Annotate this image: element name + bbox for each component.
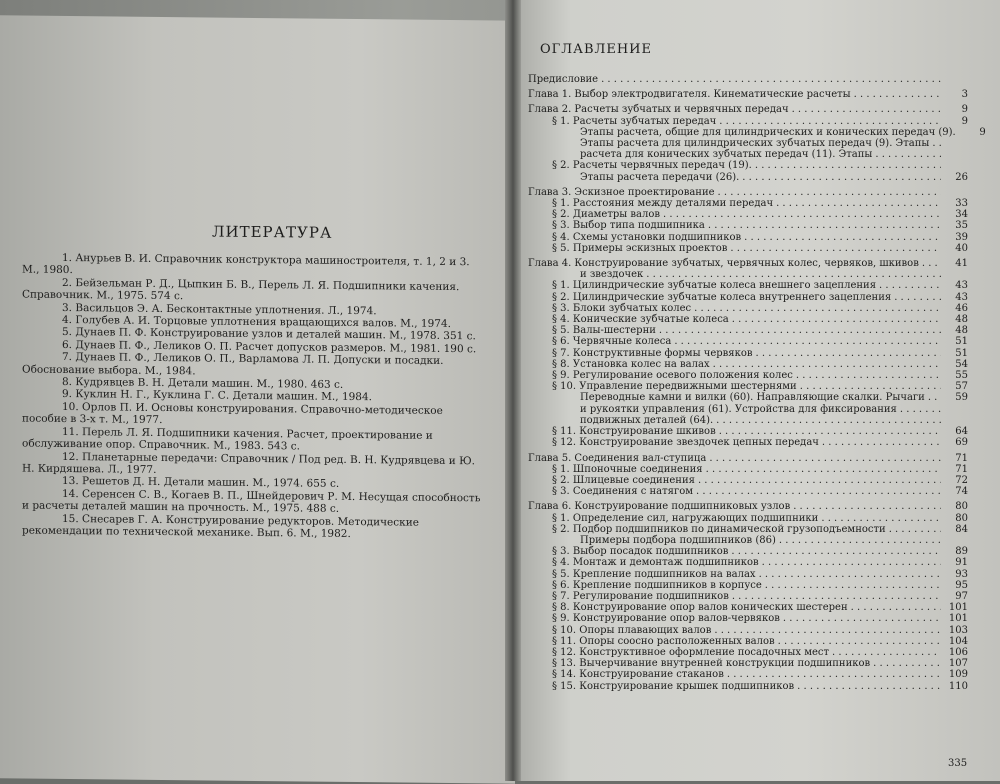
toc-entry-text: § 9. Регулирование осевого положения колес [552,370,793,382]
toc-leader-dots [718,187,941,198]
toc-page-number: 9 [961,104,968,116]
toc-entry-text: Предисловие [528,74,599,85]
toc-entry-text: Глава 1. Выбор электродвигателя. Кинематические расчеты [528,89,851,101]
toc-page-number: 104 [948,635,968,647]
toc-page-number: 46 [955,302,968,314]
toc-section-row [528,669,968,680]
toc-entry-text: § 2. Подбор подшипников по динамической грузоподъемности [552,523,886,535]
toc-section-row [528,557,968,568]
toc-leader-dots [873,658,941,669]
toc-entry-text: Глава 3. Эскизное проектирование [528,186,715,198]
toc-entry-text: Этапы расчета для цилиндрических зубчатых передач (9). Этапы [580,138,930,150]
toc-chapter-row [528,501,968,512]
toc-leader-dots [716,415,941,426]
toc-entry-text: § 1. Расчеты зубчатых передач [552,115,717,127]
toc-section-row [528,243,968,254]
toc-page-number: 101 [948,602,968,614]
toc-entry-text: § 7. Регулирование подшипников [552,590,729,602]
toc-entry-text: § 4. Схемы установки подшипников [552,231,742,243]
literature-item: 11. Перель Л. Я. Подшипники качения. Расчет, проектирование и обслуживание опор. Справочник. М., 1983. 543 с. [22,425,433,453]
toc-entry-text: § 11. Конструирование шкивов [552,426,716,438]
left-page [0,15,515,783]
toc-leader-dots [922,258,941,269]
toc-page-number: 9 [961,115,968,127]
toc-page-number: 71 [955,463,968,475]
toc-entry-text: § 11. Опоры соосно расположенных валов [552,635,775,647]
toc-page-number: 9 [979,126,986,138]
toc-subentry-row [528,172,968,183]
toc-entry-text: § 15. Конструирование крышек подшипников [552,680,795,692]
toc-page-number: 54 [955,358,968,370]
toc-section-row [528,475,968,486]
toc-section-row [528,524,968,535]
toc-leader-dots [696,486,941,497]
toc-page-number: 57 [955,381,968,393]
toc-entry-text: § 10. Управление передвижными шестернями [552,381,797,393]
toc-leader-dots [932,138,941,149]
toc-page-number: 39 [955,231,968,243]
toc-entry-text: Глава 5. Соединения вал-ступица [528,452,707,464]
toc-leader-dots [821,513,941,524]
toc-leader-dots [793,501,941,512]
toc-leader-dots [674,336,941,347]
toc-entry-text: Переводные камни и вилки (60). Направляющие скалки. Рычаги [580,392,925,404]
toc-entry-text: § 1. Расстояния между деталями передач [552,198,774,210]
book-gutter [505,0,521,781]
toc-leader-dots [854,89,941,100]
toc-entry-text: § 1. Шпоночные соединения [552,463,703,475]
toc-page-number: 80 [955,501,968,513]
toc-leader-dots [765,580,941,591]
toc-page-number: 95 [955,579,968,591]
toc-entry-text: § 13. Вычерчивание внутренней конструкции подшипников [552,658,871,670]
literature-item: 7. Дунаев П. Ф., Леликов О. П., Варламова Л. П. Допуски и посадки. Обоснование выбора. М., 1984. [22,351,444,378]
table-of-contents [528,70,986,692]
toc-entry-text: и звездочек [580,269,644,281]
toc-entry-text: § 2. Диаметры валов [552,209,661,221]
toc-entry-text: § 6. Червячные колеса [552,336,672,348]
toc-page-number: 35 [955,220,968,232]
toc-page-number: 51 [955,347,968,359]
toc-entry-text: § 6. Крепление подшипников в корпусе [552,579,762,591]
toc-entry-text: § 1. Цилиндрические зубчатые колеса внешнего зацепления [552,280,877,292]
toc-page-number: 84 [955,523,968,535]
toc-entry-text: подвижных деталей (64). [580,414,714,426]
toc-leader-dots [800,381,941,392]
literature-item: 13. Решетов Д. Н. Детали машин. М., 1974. 655 с. [62,475,340,491]
toc-section-row [528,209,968,220]
literature-item: 14. Серенсен С. В., Когаев В. П., Шнейдерович Р. М. Несущая способность и расчеты деталей машин на прочность. М., 1975. 488 с. [22,487,481,515]
toc-leader-dots [713,359,941,370]
literature-list [22,252,482,542]
toc-page-number: 59 [955,392,968,404]
toc-chapter-row [528,104,968,115]
toc-leader-dots [762,557,941,568]
toc-leader-dots [659,325,941,336]
toc-section-row [528,658,968,669]
toc-entry-text: § 7. Конструктивные формы червяков [552,347,753,359]
toc-section-row [528,613,968,624]
literature-item: 1. Анурьев В. И. Справочник конструктора машиностроителя, т. 1, 2 и 3. М., 1980. [22,251,470,277]
toc-section-row [528,647,968,658]
toc-entry-text: § 2. Шлицевые соединения [552,474,695,486]
toc-leader-dots [797,681,941,692]
toc-entry-text: § 5. Примеры эскизных проектов [552,242,728,254]
toc-page-number: 64 [955,426,968,438]
toc-section-row [528,116,968,127]
toc-section-row [528,160,968,171]
toc-chapter-row [528,89,968,100]
literature-item: 3. Васильцов Э. А. Бесконтактные уплотнения. Л., 1974. [62,301,377,317]
toc-entry-text: § 3. Соединения с натягом [552,486,693,498]
toc-leader-dots [719,426,941,437]
toc-leader-dots [875,149,941,160]
toc-page-number: 101 [948,613,968,625]
toc-section-row [528,486,968,497]
toc-entry-text: § 4. Конические зубчатые колеса [552,314,729,326]
toc-leader-dots [727,669,941,680]
toc-subentry-row [528,149,968,160]
toc-leader-dots [851,602,941,613]
toc-leader-dots [742,172,941,183]
toc-subentry-row [528,415,968,426]
toc-entry-text: Глава 4. Конструирование зубчатых, червячных колес, червяков, шкивов [528,258,919,270]
toc-page-number: 103 [948,624,968,636]
toc-entry-text: § 3. Блоки зубчатых колес [552,302,692,314]
toc-leader-dots [730,243,941,254]
page-number: 335 [948,758,968,769]
toc-entry-text: Глава 6. Конструирование подшипниковых узлов [528,501,791,513]
toc-section-row [528,348,968,359]
toc-page-number: 43 [955,291,968,303]
toc-leader-dots [755,160,941,171]
toc-leader-dots [928,392,941,403]
literature-item: 10. Орлов П. И. Основы конструирования. Справочно-методическое пособие в 3-х т. М., 1977. [22,400,443,427]
toc-section-row [528,370,968,381]
toc-entry-text: § 8. Установка колес на валах [552,358,710,370]
toc-entry-text: § 4. Монтаж и демонтаж подшипников [552,557,759,569]
toc-subentry-row [528,126,986,138]
toc-entry-text: § 14. Конструирование стаканов [552,669,724,681]
toc-chapter-row [528,187,968,198]
toc-page-number: 110 [948,680,968,692]
toc-section-row [528,546,968,557]
toc-section-row [528,636,968,647]
toc-leader-dots [714,625,941,636]
literature-item: 4. Голубев А. И. Торцовые уплотнения вращающихся валов. М., 1974. [62,313,451,331]
toc-section-row [528,426,968,437]
toc-leader-dots [731,546,941,557]
toc-page-number: 97 [955,590,968,602]
toc-leader-dots [894,292,941,303]
toc-entry-text: § 10. Опоры плавающих валов [552,624,712,636]
literature-item: 5. Дунаев П. Ф. Конструирование узлов и деталей машин. М., 1978. 351 с. [62,326,476,343]
toc-leader-dots [663,209,941,220]
toc-leader-dots [759,569,941,580]
toc-leader-dots [832,647,941,658]
toc-section-row [528,292,968,303]
toc-leader-dots [796,370,941,381]
literature-title: ЛИТЕРАТУРА [212,222,333,242]
toc-leader-dots [646,269,941,280]
toc-entry-text: § 5. Крепление подшипников на валах [552,568,756,580]
toc-leader-dots [698,475,941,486]
toc-section-row [528,580,968,591]
toc-page-number: 91 [955,557,968,569]
toc-section-row [528,232,968,243]
toc-page-number: 33 [955,198,968,210]
toc-page-number: 48 [955,314,968,326]
toc-entry-text: Примеры подбора подшипников (86) [580,534,776,546]
contents-title: ОГЛАВЛЕНИЕ [540,42,653,57]
toc-leader-dots [779,535,941,546]
toc-entry-text: § 2. Расчеты червячных передач (19). [552,160,752,172]
toc-leader-dots [822,437,941,448]
toc-page-number: 80 [955,512,968,524]
toc-page-number: 41 [955,258,968,270]
toc-leader-dots [783,613,941,624]
toc-section-row [528,681,968,692]
toc-chapter-row [528,258,968,269]
toc-page-number: 72 [955,474,968,486]
toc-entry-text: § 12. Конструктивное оформление посадочных мест [552,646,830,658]
toc-section-row [528,437,968,448]
toc-section-row [528,314,968,325]
toc-entry-text: расчета для конических зубчатых передач (11). Этапы [580,149,873,161]
toc-leader-dots [601,74,941,85]
toc-page-number: 69 [955,437,968,449]
literature-item: 2. Бейзельман Р. Д., Цыпкин Б. В., Перель Л. Я. Подшипники качения. Справочник. М., 1975. 574 с. [22,276,460,303]
toc-entry-text: § 3. Выбор типа подшипника [552,220,705,232]
literature-item: 9. Куклин Н. Г., Куклина Г. С. Детали машин. М., 1984. [62,388,373,404]
toc-entry-text: § 1. Определение сил, нагружающих подшипники [552,512,819,524]
toc-subentry-row [528,138,968,149]
toc-leader-dots [900,404,941,415]
toc-leader-dots [719,116,941,127]
toc-section-row [528,325,968,336]
toc-leader-dots [778,636,941,647]
toc-chapter-row [528,74,968,85]
literature-item: 12. Планетарные передачи: Справочник / Под ред. В. Н. Кудрявцева и Ю. Н. Кирдяшева. Л., 1977. [22,450,475,476]
toc-page-number: 107 [948,658,968,670]
toc-page-number: 48 [955,325,968,337]
toc-page-number: 34 [955,209,968,221]
literature-item: 8. Кудрявцев В. Н. Детали машин. М., 1980. 463 с. [62,376,344,391]
literature-item: 15. Снесарев Г. А. Конструирование редукторов. Методические рекомендации по технической механике. Вып. 6. М., 1982. [22,512,419,540]
toc-entry-text: § 5. Валы-шестерни [552,325,656,337]
toc-section-row [528,303,968,314]
toc-entry-text: § 2. Цилиндрические зубчатые колеса внутреннего зацепления [552,291,892,303]
toc-section-row [528,336,968,347]
toc-subentry-row [528,269,968,280]
toc-page-number: 89 [955,546,968,558]
toc-subentry-row [528,535,968,546]
toc-leader-dots [732,591,941,602]
toc-section-row [528,513,968,524]
toc-page-number: 51 [955,336,968,348]
toc-entry-text: и рукоятки управления (61). Устройства для фиксирования [580,403,897,415]
toc-section-row [528,464,968,475]
toc-page-number: 93 [955,568,968,580]
toc-entry-text: Этапы расчета, общие для цилиндрических и конических передач (9). [580,126,956,138]
toc-page-number: 55 [955,370,968,382]
toc-section-row [528,198,968,209]
toc-entry-text: Этапы расчета передачи (26). [580,171,740,183]
toc-leader-dots [706,464,941,475]
toc-entry-text: § 3. Выбор посадок подшипников [552,546,729,558]
toc-section-row [528,591,968,602]
toc-page-number: 3 [961,89,968,101]
toc-leader-dots [879,280,941,291]
toc-page-number: 109 [948,669,968,681]
toc-page-number: 40 [955,242,968,254]
toc-section-row [528,569,968,580]
toc-entry-text: § 9. Конструирование опор валов-червяков [552,613,780,625]
toc-page-number: 71 [955,452,968,464]
toc-leader-dots [792,104,941,115]
toc-leader-dots [732,314,941,325]
toc-subentry-row [528,392,968,403]
toc-leader-dots [708,220,941,231]
toc-section-row [528,280,968,291]
toc-section-row [528,625,968,636]
toc-leader-dots [776,198,941,209]
toc-subentry-row [528,404,968,415]
toc-section-row [528,602,968,613]
toc-leader-dots [694,303,941,314]
toc-chapter-row [528,453,968,464]
literature-item: 6. Дунаев П. Ф., Леликов О. П. Расчет допусков размеров. М., 1981. 190 с. [62,338,477,356]
toc-leader-dots [889,524,941,535]
toc-page-number: 43 [955,280,968,292]
toc-leader-dots [709,453,941,464]
toc-entry-text: Глава 2. Расчеты зубчатых и червячных передач [528,104,789,116]
toc-leader-dots [755,348,941,359]
toc-page-number: 106 [948,646,968,658]
toc-section-row [528,359,968,370]
toc-page-number: 26 [955,171,968,183]
toc-leader-dots [744,232,941,243]
toc-section-row [528,381,968,392]
toc-section-row [528,220,968,231]
toc-page-number: 74 [955,486,968,498]
toc-entry-text: § 12. Конструирование звездочек цепных передач [552,437,819,449]
toc-entry-text: § 8. Конструирование опор валов конических шестерен [552,602,848,614]
